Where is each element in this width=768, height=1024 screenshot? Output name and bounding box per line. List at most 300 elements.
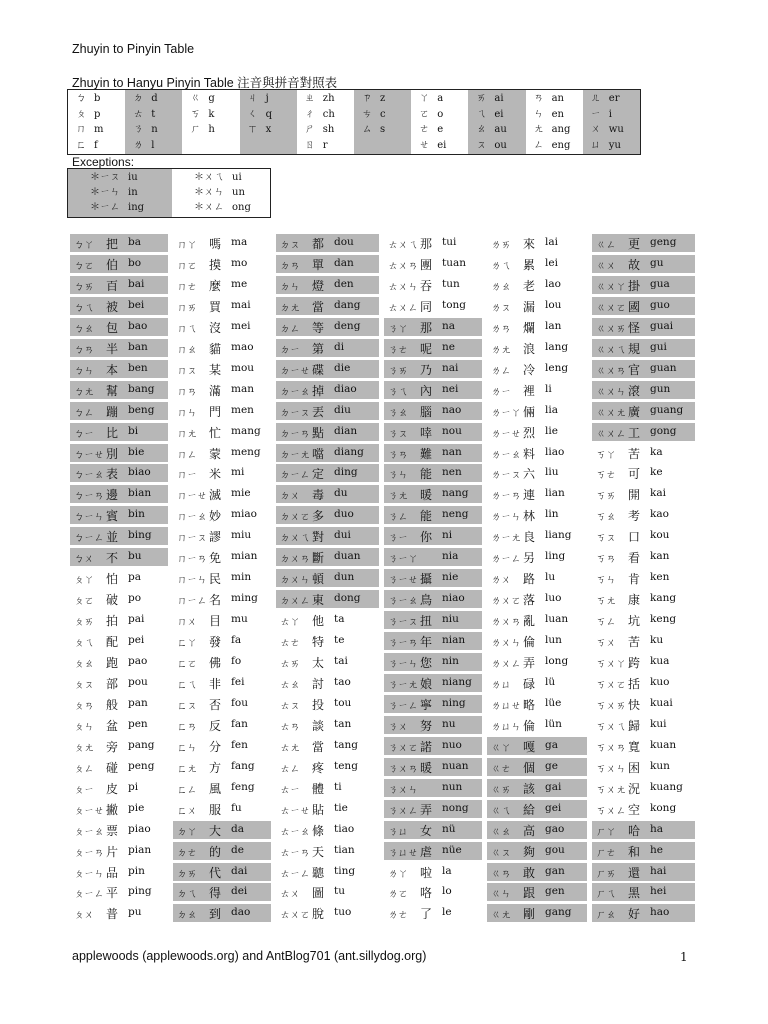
row-hanzi: 被	[106, 299, 119, 314]
grid-row	[276, 443, 379, 461]
grid-row	[592, 631, 695, 649]
row-zhuyin: ㄌㄩㄝ	[491, 700, 521, 712]
row-hanzi: 撇	[106, 802, 119, 817]
row-zhuyin: ㄏㄞ	[596, 868, 616, 880]
row-pinyin: nao	[442, 403, 462, 416]
grid-row	[276, 589, 379, 607]
row-hanzi: 疼	[312, 760, 325, 775]
row-pinyin: li	[545, 382, 552, 395]
reference-pinyin: ai	[494, 93, 504, 104]
row-zhuyin: ㄌㄧㄢ	[491, 491, 521, 503]
row-zhuyin: ㄍㄡ	[491, 847, 511, 859]
row-zhuyin: ㄉㄧㄡ	[280, 407, 310, 419]
reference-zhuyin: ㄧ	[590, 108, 601, 120]
row-hanzi: 圖	[312, 886, 325, 901]
row-pinyin: tuo	[334, 906, 352, 919]
row-pinyin: pie	[128, 801, 145, 814]
row-zhuyin: ㄏㄟ	[596, 889, 616, 901]
reference-pinyin: g	[208, 93, 215, 104]
grid-row	[592, 799, 695, 817]
row-hanzi: 蹦	[106, 404, 119, 419]
row-hanzi: 丟	[312, 404, 325, 419]
row-pinyin: neng	[442, 508, 469, 521]
grid-row	[276, 463, 379, 481]
grid-row	[487, 359, 587, 377]
row-pinyin: mi	[231, 466, 245, 479]
grid-row	[384, 903, 482, 921]
row-pinyin: nang	[442, 487, 469, 500]
row-pinyin: kong	[650, 801, 677, 814]
row-hanzi: 寬	[628, 739, 641, 754]
grid-row	[487, 778, 587, 796]
row-pinyin: kai	[650, 487, 666, 500]
row-pinyin: geng	[650, 236, 677, 248]
row-hanzi: 況	[628, 781, 641, 796]
row-zhuyin: ㄎㄨㄞ	[596, 700, 626, 712]
grid-row	[592, 568, 695, 586]
row-zhuyin: ㄊㄚ	[280, 617, 300, 629]
reference-cell	[297, 107, 335, 122]
row-pinyin: pian	[128, 843, 152, 856]
row-zhuyin: ㄋㄧㄝ	[388, 575, 418, 587]
row-zhuyin: ㄏㄠ	[596, 910, 616, 922]
row-zhuyin: ㄍㄢ	[491, 868, 511, 880]
row-hanzi: 伯	[106, 257, 119, 272]
row-pinyin: mai	[231, 298, 251, 311]
exception-pinyin: iu	[128, 172, 138, 183]
grid-row	[592, 275, 695, 293]
row-zhuyin: ㄊㄠ	[280, 679, 300, 691]
row-hanzi: 考	[628, 509, 641, 524]
row-pinyin: ding	[334, 466, 358, 479]
row-pinyin: ban	[128, 340, 148, 353]
row-hanzi: 給	[523, 802, 536, 817]
row-hanzi: 啦	[420, 865, 433, 880]
row-zhuyin: ㄉㄥ	[280, 323, 300, 335]
row-zhuyin: ㄊㄥ	[280, 763, 300, 775]
grid-row	[384, 484, 482, 502]
row-hanzi: 哈	[628, 823, 641, 838]
row-hanzi: 條	[312, 823, 325, 838]
row-pinyin: nuo	[442, 738, 462, 751]
row-zhuyin: ㄇㄧㄢ	[177, 554, 207, 566]
row-pinyin: beng	[128, 403, 155, 416]
row-pinyin: lu	[545, 571, 556, 584]
row-pinyin: lün	[545, 717, 562, 730]
row-pinyin: bai	[128, 277, 145, 290]
row-pinyin: kou	[650, 529, 670, 542]
row-zhuyin: ㄊㄧㄥ	[280, 868, 310, 880]
grid-row	[487, 652, 587, 670]
row-zhuyin: ㄎㄥ	[596, 617, 616, 629]
reference-column	[240, 90, 297, 154]
row-zhuyin: ㄆㄨ	[74, 910, 94, 922]
grid-row	[276, 820, 379, 838]
row-hanzi: 好	[628, 907, 641, 922]
row-pinyin: leng	[545, 361, 569, 374]
row-pinyin: fei	[231, 675, 245, 688]
row-hanzi: 第	[312, 341, 325, 356]
row-pinyin: guan	[650, 361, 677, 374]
grid-row	[384, 610, 482, 628]
reference-cell	[411, 91, 443, 106]
row-hanzi: 頓	[312, 572, 325, 587]
reference-pinyin: o	[437, 108, 444, 120]
reference-cell	[526, 122, 571, 137]
reference-cell	[583, 91, 620, 106]
row-zhuyin: ㄉㄨㄥ	[280, 596, 310, 608]
grid-row	[70, 422, 168, 440]
row-zhuyin: ㄈㄣ	[177, 742, 197, 754]
grid-row	[173, 652, 271, 670]
row-zhuyin: ㄊㄧㄝ	[280, 805, 310, 817]
grid-row	[592, 903, 695, 921]
reference-cell	[68, 138, 98, 153]
row-zhuyin: ㄍㄞ	[491, 784, 511, 796]
row-pinyin: biao	[128, 466, 151, 479]
grid-row	[592, 715, 695, 733]
row-hanzi: 弄	[420, 802, 433, 817]
row-zhuyin: ㄎㄨㄣ	[596, 763, 626, 775]
row-pinyin: tiao	[334, 822, 355, 835]
row-hanzi: 難	[420, 446, 433, 461]
grid-row	[487, 799, 587, 817]
row-pinyin: gai	[545, 780, 562, 793]
row-zhuyin: ㄈㄥ	[177, 784, 197, 796]
reference-pinyin: e	[437, 124, 444, 135]
reference-pinyin: i	[608, 108, 612, 120]
reference-cell	[68, 122, 103, 137]
grid-row	[592, 820, 695, 838]
row-pinyin: bu	[128, 550, 142, 563]
reference-column	[354, 90, 411, 154]
row-hanzi: 跨	[628, 656, 641, 670]
reference-zhuyin: ㄥ	[533, 139, 544, 151]
exception-pinyin: ui	[232, 172, 242, 183]
row-pinyin: nan	[442, 445, 462, 458]
row-zhuyin: ㄈㄛ	[177, 659, 197, 670]
row-pinyin: liao	[545, 445, 565, 458]
grid-row	[384, 841, 482, 859]
reference-zhuyin: ㄓ	[304, 93, 315, 104]
reference-cell	[125, 107, 155, 122]
document-title: Zhuyin to Pinyin Table	[72, 42, 195, 56]
row-pinyin: dun	[334, 571, 355, 584]
row-zhuyin: ㄇㄟ	[177, 323, 197, 335]
row-zhuyin: ㄊㄨㄛ	[280, 910, 310, 922]
row-zhuyin: ㄈㄨ	[177, 805, 197, 817]
reference-pinyin: en	[551, 108, 564, 120]
row-zhuyin: ㄅㄤ	[74, 386, 94, 398]
row-zhuyin: ㄇㄛ	[177, 260, 197, 272]
row-hanzi: 女	[420, 823, 433, 838]
row-hanzi: 跑	[106, 656, 119, 670]
row-hanzi: 可	[628, 467, 641, 482]
grid-row	[487, 422, 587, 440]
row-hanzi: 亂	[523, 614, 536, 629]
row-pinyin: luo	[545, 592, 562, 605]
grid-row	[70, 610, 168, 628]
grid-row	[276, 422, 379, 440]
grid-row	[384, 882, 482, 900]
row-zhuyin: ㄌㄩ	[491, 679, 511, 691]
row-zhuyin: ㄅㄢ	[74, 344, 94, 356]
row-hanzi: 碟	[312, 362, 325, 377]
reference-cell	[526, 91, 564, 106]
row-pinyin: liu	[545, 466, 559, 479]
row-pinyin: gan	[545, 864, 565, 877]
grid-row	[487, 526, 587, 544]
row-pinyin: ming	[231, 592, 258, 605]
row-hanzi: 困	[628, 760, 641, 775]
row-zhuyin: ㄍㄨㄤ	[596, 407, 626, 419]
reference-pinyin: r	[322, 139, 328, 151]
row-pinyin: gu	[650, 256, 664, 269]
row-hanzi: 努	[420, 718, 433, 733]
row-zhuyin: ㄏㄜ	[596, 847, 616, 859]
row-pinyin: diang	[334, 445, 364, 458]
row-pinyin: fen	[231, 738, 248, 751]
row-pinyin: kang	[650, 592, 677, 605]
row-zhuyin: ㄈㄢ	[177, 721, 197, 733]
grid-row	[70, 463, 168, 481]
row-hanzi: 的	[209, 844, 222, 859]
exception-pinyin: un	[232, 187, 245, 198]
grid-row	[487, 862, 587, 880]
row-zhuyin: ㄉㄧㄠ	[280, 386, 310, 398]
row-hanzi: 碌	[523, 676, 536, 691]
row-zhuyin: ㄍㄨㄚ	[596, 281, 626, 293]
row-pinyin: dan	[334, 256, 354, 269]
row-hanzi: 品	[106, 865, 119, 880]
row-zhuyin: ㄅㄧㄥ	[74, 533, 104, 545]
row-pinyin: dui	[334, 529, 351, 542]
row-hanzi: 怪	[628, 320, 641, 335]
grid-row	[592, 736, 695, 754]
row-hanzi: 那	[420, 320, 433, 335]
reference-pinyin: ei	[437, 139, 447, 151]
reference-cell	[240, 107, 272, 122]
row-zhuyin: ㄋㄨㄣ	[388, 784, 418, 796]
grid-row	[487, 317, 587, 335]
row-hanzi: 麼	[209, 278, 222, 293]
row-hanzi: 年	[420, 635, 433, 650]
row-zhuyin: ㄍㄚ	[491, 742, 511, 754]
grid-row	[592, 526, 695, 544]
row-pinyin: min	[231, 571, 252, 584]
grid-row	[384, 652, 482, 670]
row-pinyin: peng	[128, 759, 155, 772]
row-hanzi: 跟	[523, 886, 536, 901]
row-zhuyin: ㄋㄟ	[388, 386, 408, 398]
reference-zhuyin: ㄨ	[590, 124, 601, 135]
reference-column	[182, 90, 239, 154]
row-pinyin: he	[650, 843, 663, 856]
row-zhuyin: ㄌㄤ	[491, 344, 511, 356]
grid-row	[592, 673, 695, 691]
row-hanzi: 暖	[420, 488, 433, 503]
row-hanzi: 鳥	[420, 593, 433, 608]
row-zhuyin: ㄌㄜ	[388, 910, 408, 922]
grid-row	[70, 715, 168, 733]
grid-row	[592, 547, 695, 565]
row-zhuyin: ㄍㄠ	[491, 826, 511, 838]
row-zhuyin: ㄋㄜ	[388, 344, 408, 356]
row-hanzi: 諾	[420, 739, 433, 754]
grid-row	[487, 757, 587, 775]
grid-row	[173, 254, 271, 272]
grid-row	[384, 715, 482, 733]
row-zhuyin: ㄌㄨ	[491, 575, 511, 587]
grid-row	[173, 296, 271, 314]
reference-cell	[182, 107, 214, 122]
row-zhuyin: ㄉㄧㄥ	[280, 470, 310, 482]
row-pinyin: lai	[545, 236, 558, 248]
row-pinyin: nüe	[442, 843, 462, 856]
row-hanzi: 邊	[106, 488, 119, 503]
row-zhuyin: ㄋㄨㄢ	[388, 763, 418, 775]
grid-row	[487, 296, 587, 314]
row-hanzi: 寧	[420, 697, 433, 712]
exception-pinyin: ing	[128, 202, 145, 213]
row-zhuyin: ㄎㄚ	[596, 449, 616, 461]
reference-zhuyin: ㄝ	[419, 139, 430, 151]
row-pinyin: duan	[334, 550, 361, 563]
row-hanzi: 毒	[312, 488, 325, 503]
row-hanzi: 比	[106, 425, 119, 440]
exception-cell	[74, 186, 138, 200]
row-hanzi: 國	[628, 299, 641, 314]
exception-cell	[178, 186, 245, 200]
reference-cell	[411, 122, 443, 137]
reference-pinyin: a	[437, 93, 444, 104]
row-pinyin: nin	[442, 655, 459, 667]
row-zhuyin: ㄋㄣ	[388, 470, 408, 482]
reference-zhuyin: ㄚ	[419, 93, 430, 104]
row-zhuyin: ㄍㄨㄛ	[596, 302, 626, 314]
grid-row	[70, 547, 168, 565]
reference-cell	[297, 138, 328, 153]
row-zhuyin: ㄌㄧㄠ	[491, 449, 521, 461]
row-zhuyin: ㄊㄨㄟ	[388, 240, 418, 251]
row-pinyin: lüe	[545, 696, 562, 709]
grid-row	[276, 778, 379, 796]
row-zhuyin: ㄇㄧㄠ	[177, 512, 207, 524]
grid-row	[173, 799, 271, 817]
grid-row	[384, 862, 482, 880]
row-hanzi: 團	[420, 257, 433, 272]
grid-row	[487, 694, 587, 712]
grid-row	[384, 757, 482, 775]
reference-cell	[125, 122, 157, 137]
row-zhuyin: ㄌㄥ	[491, 365, 511, 377]
row-pinyin: ta	[334, 613, 345, 626]
reference-cell	[68, 91, 100, 106]
row-hanzi: 反	[209, 718, 222, 733]
grid-row	[173, 443, 271, 461]
grid-row	[487, 903, 587, 921]
grid-row	[592, 401, 695, 419]
row-hanzi: 賓	[106, 509, 119, 524]
row-pinyin: ka	[650, 445, 663, 458]
grid-row	[487, 380, 587, 398]
grid-row	[384, 463, 482, 481]
row-pinyin: di	[334, 340, 345, 353]
row-zhuyin: ㄊㄨㄣ	[388, 281, 418, 293]
row-zhuyin: ㄆㄢ	[74, 700, 94, 712]
grid-row	[487, 841, 587, 859]
row-hanzi: 來	[523, 237, 536, 251]
row-hanzi: 更	[628, 237, 641, 251]
grid-row	[70, 589, 168, 607]
row-hanzi: 不	[106, 551, 119, 566]
row-pinyin: lou	[545, 298, 562, 311]
grid-row	[384, 778, 482, 796]
row-pinyin: kua	[650, 655, 670, 667]
reference-zhuyin: ㄏ	[190, 124, 201, 135]
grid-row	[592, 296, 695, 314]
row-zhuyin: ㄆㄠ	[74, 659, 94, 670]
row-hanzi: 沒	[209, 320, 222, 335]
grid-row	[173, 673, 271, 691]
row-hanzi: 破	[106, 593, 119, 608]
grid-row	[276, 652, 379, 670]
row-zhuyin: ㄈㄟ	[177, 679, 197, 691]
grid-row	[70, 296, 168, 314]
reference-pinyin: t	[151, 108, 156, 120]
reference-zhuyin: ㄑ	[247, 108, 258, 120]
grid-row	[173, 505, 271, 523]
grid-row	[173, 317, 271, 335]
grid-row	[70, 275, 168, 293]
row-hanzi: 腦	[420, 404, 433, 419]
grid-row	[487, 631, 587, 649]
row-zhuyin: ㄉㄨㄛ	[280, 512, 310, 524]
row-zhuyin: ㄅㄧㄠ	[74, 470, 104, 482]
reference-column	[125, 90, 182, 154]
row-hanzi: 妙	[209, 509, 222, 524]
row-hanzi: 能	[420, 467, 433, 482]
reference-grid	[67, 89, 641, 155]
row-hanzi: 夠	[523, 844, 536, 859]
row-pinyin: kui	[650, 717, 667, 730]
reference-cell	[125, 138, 154, 153]
grid-row	[276, 275, 379, 293]
row-pinyin: nei	[442, 382, 459, 395]
row-zhuyin: ㄉㄢ	[280, 260, 300, 272]
grid-row	[384, 338, 482, 356]
row-hanzi: 嘎	[523, 739, 536, 754]
row-pinyin: nong	[442, 801, 469, 814]
reference-pinyin: n	[151, 124, 158, 135]
grid-row	[592, 233, 695, 251]
grid-row	[70, 736, 168, 754]
row-pinyin: lü	[545, 675, 556, 688]
grid-row	[173, 778, 271, 796]
row-hanzi: 剛	[523, 907, 536, 922]
row-zhuyin: ㄇㄤ	[177, 428, 197, 440]
row-zhuyin: ㄍㄣ	[491, 889, 511, 901]
row-zhuyin: ㄋㄨㄛ	[388, 742, 418, 754]
row-pinyin: te	[334, 634, 345, 647]
grid-row	[487, 673, 587, 691]
row-zhuyin: ㄍㄜ	[491, 763, 511, 775]
reference-column	[526, 90, 583, 154]
row-pinyin: hei	[650, 885, 667, 898]
row-zhuyin: ㄎㄨㄛ	[596, 679, 626, 691]
row-zhuyin: ㄌㄧㄤ	[491, 533, 521, 545]
row-hanzi: 幫	[106, 383, 119, 398]
